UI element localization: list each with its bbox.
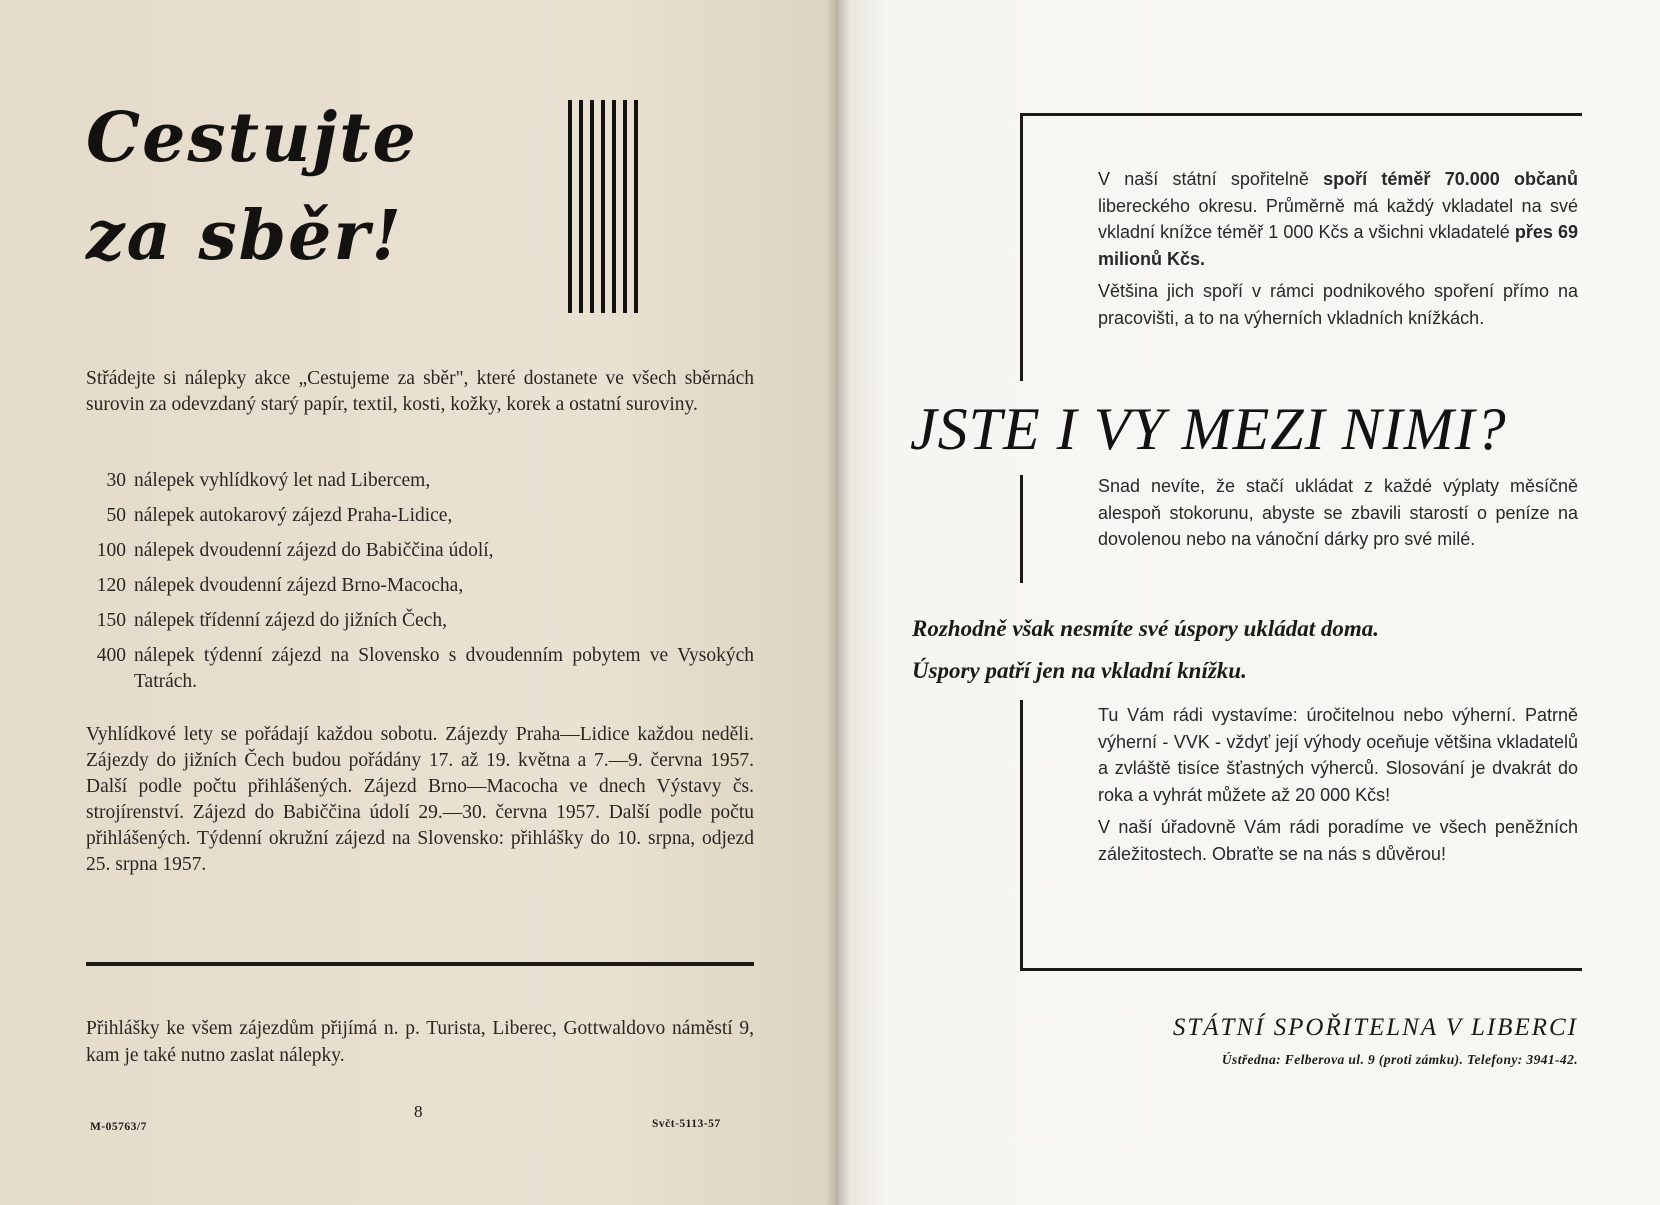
frame-top-rule [1020,113,1582,116]
offer-text: nálepek dvoudenní zájezd Brno-Macocha, [134,575,464,596]
slogan-line-1: Rozhodně však nesmíte své úspory ukládat doma. [912,616,1380,641]
offer-text: nálepek dvoudenní zájezd do Babiččina údolí, [134,540,494,561]
offer-count: 50 [106,505,126,526]
bank-address: Ústředna: Felberova ul. 9 (proti zámku). Telefony: 3941-42. [1221,1052,1578,1067]
monthly-savings-paragraph: Snad nevíte, že stačí ukládat z každé výplaty měsíčně alespoň stokorunu, abyste se zbavili starostí o peníze na dovolenou nebo na vánoční dárky pro své milé. [1098,476,1578,549]
list-item [86,643,754,695]
bank-name: STÁTNÍ SPOŘITELNA V LIBERCI [1172,1014,1578,1041]
text-run: libereckého okresu. Průměrně má každý vkladatel na své vkladní knížce téměř 1 000 Kčs a všichni vkladatelé [1098,195,1578,242]
print-code-left: M-05763/7 [90,1121,147,1133]
decorative-bars [568,100,638,313]
offer-count: 120 [96,575,126,596]
text-run: V naší státní spořitelně [1098,169,1324,189]
slogan [912,608,1379,692]
offer-text: nálepek autokarový zájezd Praha-Lidice, [134,505,453,526]
advice-offer: V naší úřadovně Vám rádi poradíme ve všech peněžních záležitostech. Obraťte se na nás s důvěrou! [1098,817,1578,864]
emphasis-savers: spoří téměř 70.000 občanů [1323,169,1579,189]
emphasis-total: přes 69 milionů Kčs. [1098,222,1578,269]
savings-paragraph [1098,166,1578,337]
account-types: Tu Vám rádi vystavíme: úročitelnou nebo výherní. Patrně výherní - VVK - vždyť její výhody oceňuje většina vkladatelů a zvláště tisíce šťastných výherců. Slosování je dvakrát do roka a vyhrát můžete až 20 000 Kčs! [1098,705,1578,805]
registration-note: Přihlášky ke všem zájezdům přijímá n. p. Turista, Liberec, Gottwaldovo náměstí 9, kam je také nutno zaslat nálepky. [86,1018,754,1066]
savings-workplace: Většina jich spoří v rámci podnikového spoření přímo na pracovišti, a to na výherních vkladních knížkách. [1098,281,1578,328]
offer-text: nálepek týdenní zájezd na Slovensko s dvoudenním pobytem ve Vysokých Tatrách. [134,645,754,692]
frame-left-rule [1020,113,1023,381]
print-code-right: Svčt-5113-57 [652,1118,721,1130]
list-item [86,608,754,634]
offer-text: nálepek vyhlídkový let nad Libercem, [134,470,431,491]
list-item [86,503,754,529]
offer-count: 400 [96,645,126,666]
list-item [86,538,754,564]
page-number: 8 [414,1102,423,1121]
frame-left-rule [1020,475,1023,583]
slogan-line-2: Úspory patří jen na vkladní knížku. [912,658,1247,683]
frame-bottom-rule [1020,968,1582,971]
savings-stats [1098,166,1578,272]
frame-left-rule [1020,700,1023,970]
offer-text: nálepek třídenní zájezd do jižních Čech, [134,610,447,631]
offers-list [86,468,754,704]
list-item [86,468,754,494]
book-gutter [826,0,850,1205]
title-line-1: Cestujte [86,98,418,178]
divider [86,962,754,966]
title-line-2: za sběr! [86,196,404,276]
offer-count: 30 [106,470,126,491]
list-item [86,573,754,599]
intro-paragraph: Střádejte si nálepky akce „Cestujeme za sběr", které dostanete ve všech sběrnách surovin za odevzdaný starý papír, textil, kosti, kožky, korek a ostatní suroviny. [86,368,754,415]
details-paragraph: Vyhlídkové lety se pořádají každou sobotu. Zájezdy Praha—Lidice každou neděli. Zájezdy do jižních Čech budou pořádány 17. až 19. května a 7.—9. června 1957. Další podle počtu přihlášených. Zájezd Brno—Macocha ve dnech Výstavy čs. strojírenství. Zájezd do Babiččina údolí 29.—30. června 1957. Další podle počtu přihlášených. Týdenní okružní zájezd na Slovensko: přihlášky do 10. srpna, odjezd 25. srpna 1957. [86,724,754,875]
headline: JSTE I VY MEZI NIMI? [910,396,1507,462]
offer-count: 100 [96,540,126,561]
account-offer-paragraph [1098,702,1578,873]
offer-count: 150 [96,610,126,631]
